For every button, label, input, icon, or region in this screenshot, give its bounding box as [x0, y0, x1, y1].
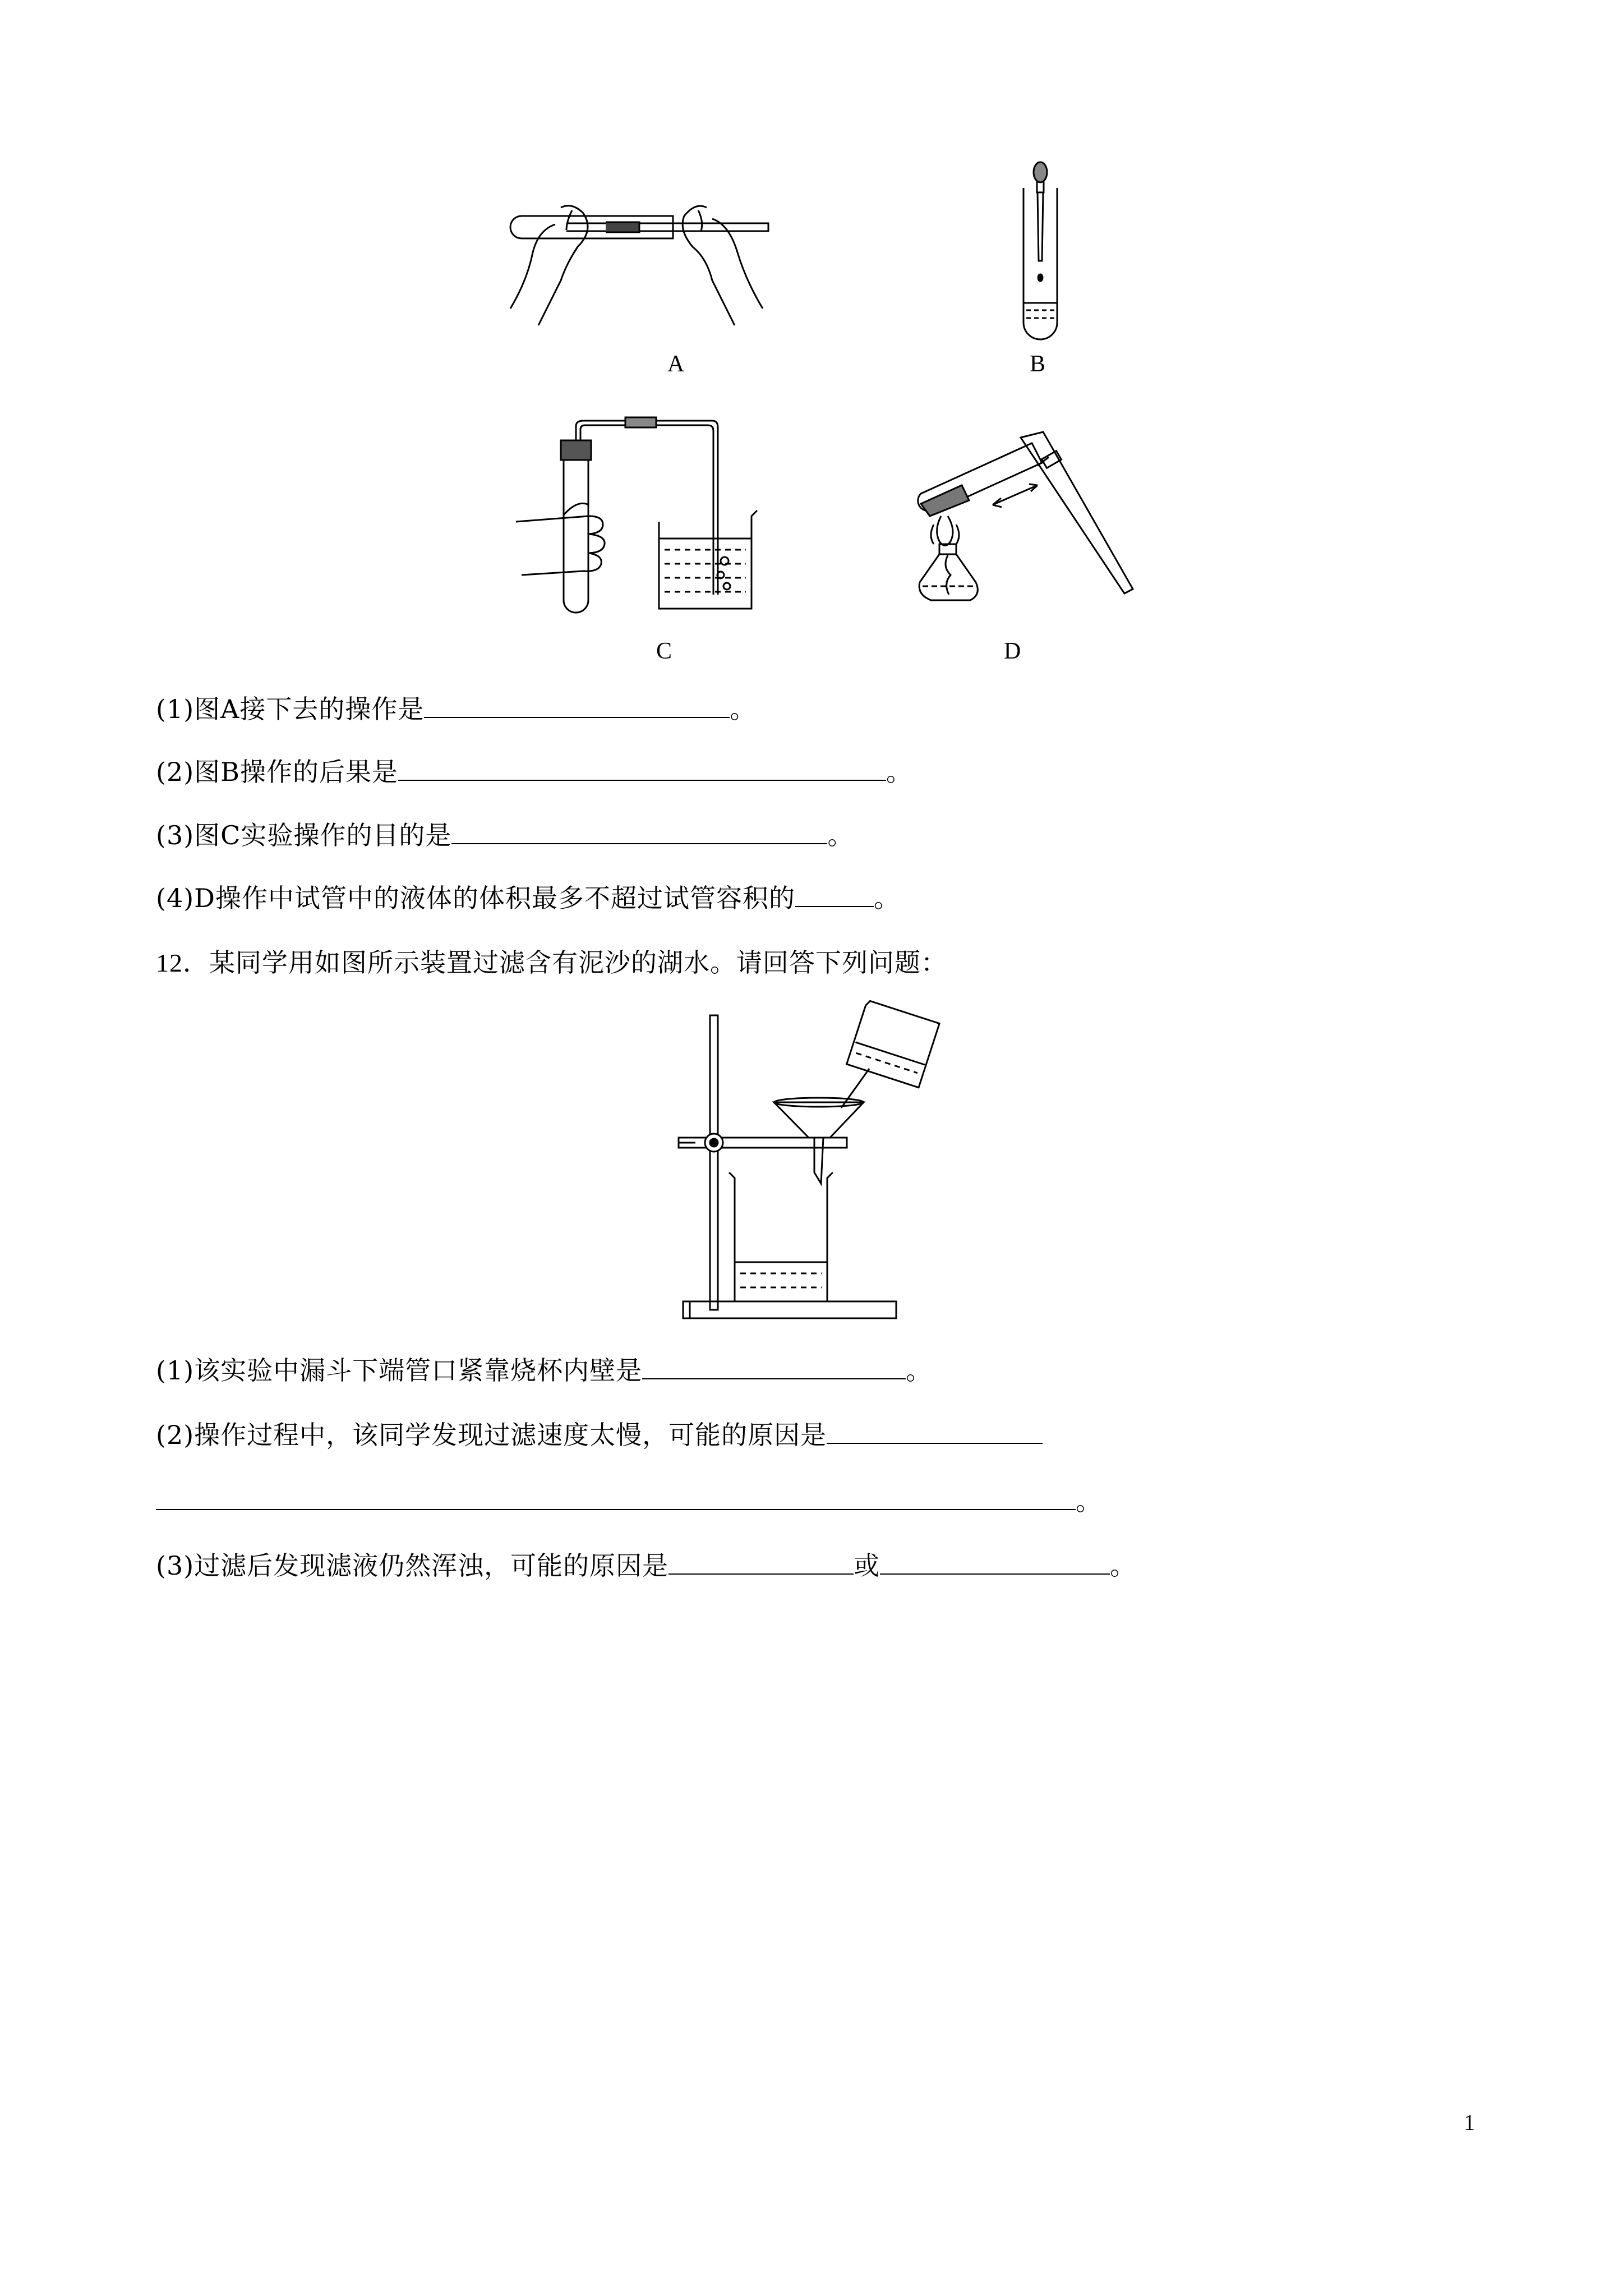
- q12-item-3: [156, 1545, 1136, 1582]
- page-number: 1: [1464, 2110, 1475, 2135]
- answer-blank-q12-2a[interactable]: [827, 1420, 1043, 1444]
- q12-item-1-text: (1)该实验中漏斗下端管口紧靠烧杯内壁是: [156, 1355, 643, 1386]
- q11-item-2-end: 。: [886, 757, 912, 787]
- q11-item-4-text: (4)D操作中试管中的液体的体积最多不超过试管容积的: [156, 883, 796, 913]
- q12-number: 12．: [156, 949, 209, 977]
- answer-blank-q11-3[interactable]: [451, 821, 827, 844]
- q11-item-3: [156, 815, 854, 852]
- answer-blank-q12-2b[interactable]: [156, 1487, 1076, 1510]
- answer-blank-q12-3b[interactable]: [880, 1551, 1110, 1575]
- q11-item-2: [156, 752, 912, 789]
- q12-item-3-or: 或: [854, 1550, 880, 1581]
- answer-blank-q12-1[interactable]: [642, 1356, 906, 1379]
- q12-item-2-end: 。: [1076, 1486, 1102, 1516]
- q11-item-3-text: (3)图C实验操作的目的是: [156, 820, 452, 850]
- answer-blank-q12-3a[interactable]: [668, 1551, 854, 1575]
- q12-item-3-end: 。: [1110, 1550, 1137, 1581]
- figure-d-heating-test-tube: [909, 432, 1144, 623]
- q12-item-2-text: (2)操作过程中，该同学发现过滤速度太慢，可能的原因是: [156, 1420, 827, 1450]
- figure-filtration-apparatus: [679, 1010, 965, 1324]
- q12-item-2: [156, 1415, 1043, 1452]
- caption-d: D: [1004, 638, 1021, 664]
- q12-item-1: [156, 1350, 932, 1387]
- q11-item-1-text: (1)图A接下去的操作是: [156, 694, 425, 724]
- figure-b-dropper-in-tube: [1009, 160, 1071, 339]
- answer-blank-q11-2[interactable]: [398, 757, 886, 781]
- q12-stem: [156, 942, 947, 979]
- figure-a-test-tube-paper: [499, 196, 819, 342]
- answer-blank-q11-1[interactable]: [424, 694, 730, 718]
- q11-item-3-end: 。: [827, 820, 854, 850]
- caption-a: A: [667, 351, 685, 377]
- q11-item-2-text: (2)图B操作的后果是: [156, 757, 398, 787]
- answer-blank-q11-4[interactable]: [795, 884, 874, 907]
- caption-c: C: [656, 638, 672, 664]
- caption-b: B: [1030, 351, 1046, 377]
- q12-item-2-continued: [156, 1481, 1102, 1518]
- q12-stem-text: 某同学用如图所示装置过滤含有泥沙的湖水。请回答下列问题：: [209, 947, 947, 978]
- q12-item-3-text: (3)过滤后发现滤液仍然浑浊，可能的原因是: [156, 1550, 669, 1581]
- q11-item-4-end: 。: [874, 883, 901, 913]
- figure-c-airtightness-check: [505, 415, 768, 623]
- q11-item-1-end: 。: [730, 694, 757, 724]
- q11-item-4: [156, 878, 900, 915]
- q12-item-1-end: 。: [906, 1355, 933, 1386]
- q11-item-1: [156, 689, 756, 726]
